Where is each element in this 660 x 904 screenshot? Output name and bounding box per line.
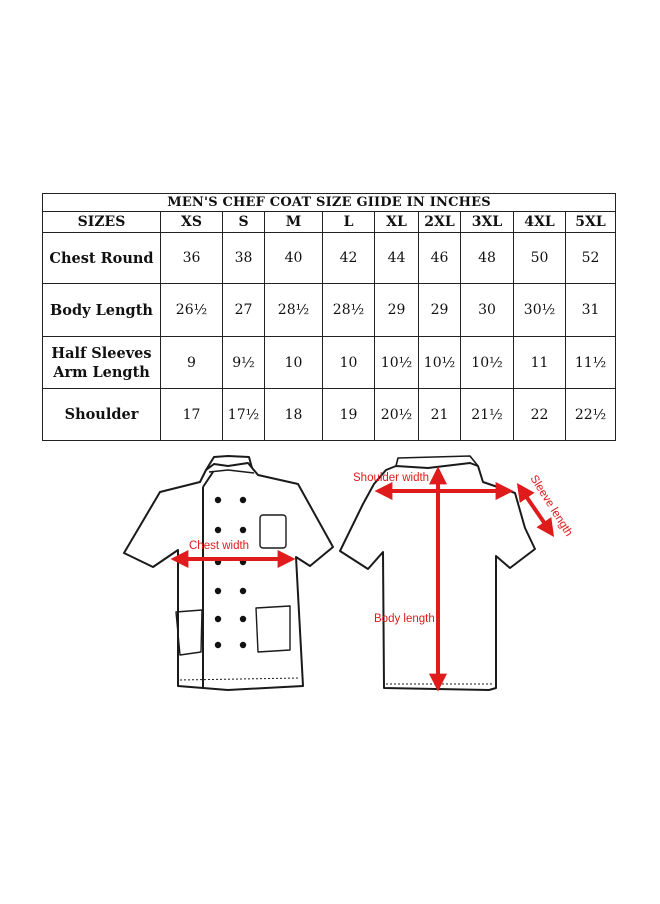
lower-pocket-left [176,610,202,655]
size-header: 4XL [514,212,566,233]
button-dot [240,588,246,594]
front-collar-seam [209,470,254,473]
table-title: MEN'S CHEF COAT SIZE GIIDE IN INCHES [43,194,616,212]
table-cell: 21 [419,389,461,441]
row-label-chest-round [43,233,161,284]
table-cell: 18 [265,389,323,441]
table-cell: 9 [161,337,223,389]
table-cell: 29 [375,284,419,337]
button-dot [215,527,221,533]
table-cell: 11 [514,337,566,389]
front-coat-outline [124,463,333,690]
table-cell: 52 [566,233,616,284]
table-cell: 30 [461,284,514,337]
row-label-half-sleeves [43,337,161,389]
table-cell: 27 [223,284,265,337]
table-cell: 28½ [265,284,323,337]
row-label-line: Half Sleeves [51,344,152,362]
table-cell: 17½ [223,389,265,441]
table-cell: 44 [375,233,419,284]
button-dot [240,616,246,622]
table-cell: 38 [223,233,265,284]
button-dot [215,642,221,648]
size-chart-table [42,193,616,441]
button-dot [240,497,246,503]
table-cell: 30½ [514,284,566,337]
table-row [43,389,616,441]
size-header: M [265,212,323,233]
size-header: XL [375,212,419,233]
table-cell: 21½ [461,389,514,441]
size-header-row [43,212,616,233]
table-cell: 29 [419,284,461,337]
table-cell: 22½ [566,389,616,441]
table-cell: 28½ [323,284,375,337]
row-label-line: Arm Length [53,363,150,381]
size-header: S [223,212,265,233]
button-dot [240,527,246,533]
table-cell: 46 [419,233,461,284]
size-header: 5XL [566,212,616,233]
table-cell: 19 [323,389,375,441]
table-cell: 10 [265,337,323,389]
row-label-line: Chest Round [49,249,154,267]
table-cell: 31 [566,284,616,337]
table-cell: 20½ [375,389,419,441]
size-header: XS [161,212,223,233]
measurement-diagram [0,440,660,740]
table-cell: 36 [161,233,223,284]
table-row [43,233,616,284]
table-cell: 10½ [461,337,514,389]
size-header: 2XL [419,212,461,233]
button-dot [240,642,246,648]
row-label-line: Body Length [50,301,153,319]
chest-width-label: Chest width [189,540,250,552]
body-length-label: Body length [374,613,435,625]
table-row [43,337,616,389]
sleeve-length-label: Sleeve length [527,473,575,539]
table-cell: 40 [265,233,323,284]
front-hem [180,678,300,680]
table-cell: 9½ [223,337,265,389]
table-cell: 48 [461,233,514,284]
table-cell: 42 [323,233,375,284]
row-label-line: Shoulder [64,406,139,423]
front-coat-illustration [124,456,333,690]
table-cell: 17 [161,389,223,441]
shoulder-width-label: Shoulder width [353,472,430,484]
table-cell: 10 [323,337,375,389]
front-placket [203,472,213,688]
table-cell: 50 [514,233,566,284]
button-dot [215,616,221,622]
sizes-header-cell: SIZES [43,212,161,233]
lower-pocket-right [256,606,290,652]
table-cell: 22 [514,389,566,441]
row-label-body-length [43,284,161,337]
table-cell: 10½ [375,337,419,389]
row-label-shoulder [43,389,161,441]
table-cell: 26½ [161,284,223,337]
coat-buttons [215,497,246,648]
size-header: 3XL [461,212,514,233]
table-row [43,284,616,337]
table-cell: 10½ [419,337,461,389]
chest-pocket [260,515,286,548]
size-header: L [323,212,375,233]
button-dot [215,497,221,503]
button-dot [215,588,221,594]
table-cell: 11½ [566,337,616,389]
